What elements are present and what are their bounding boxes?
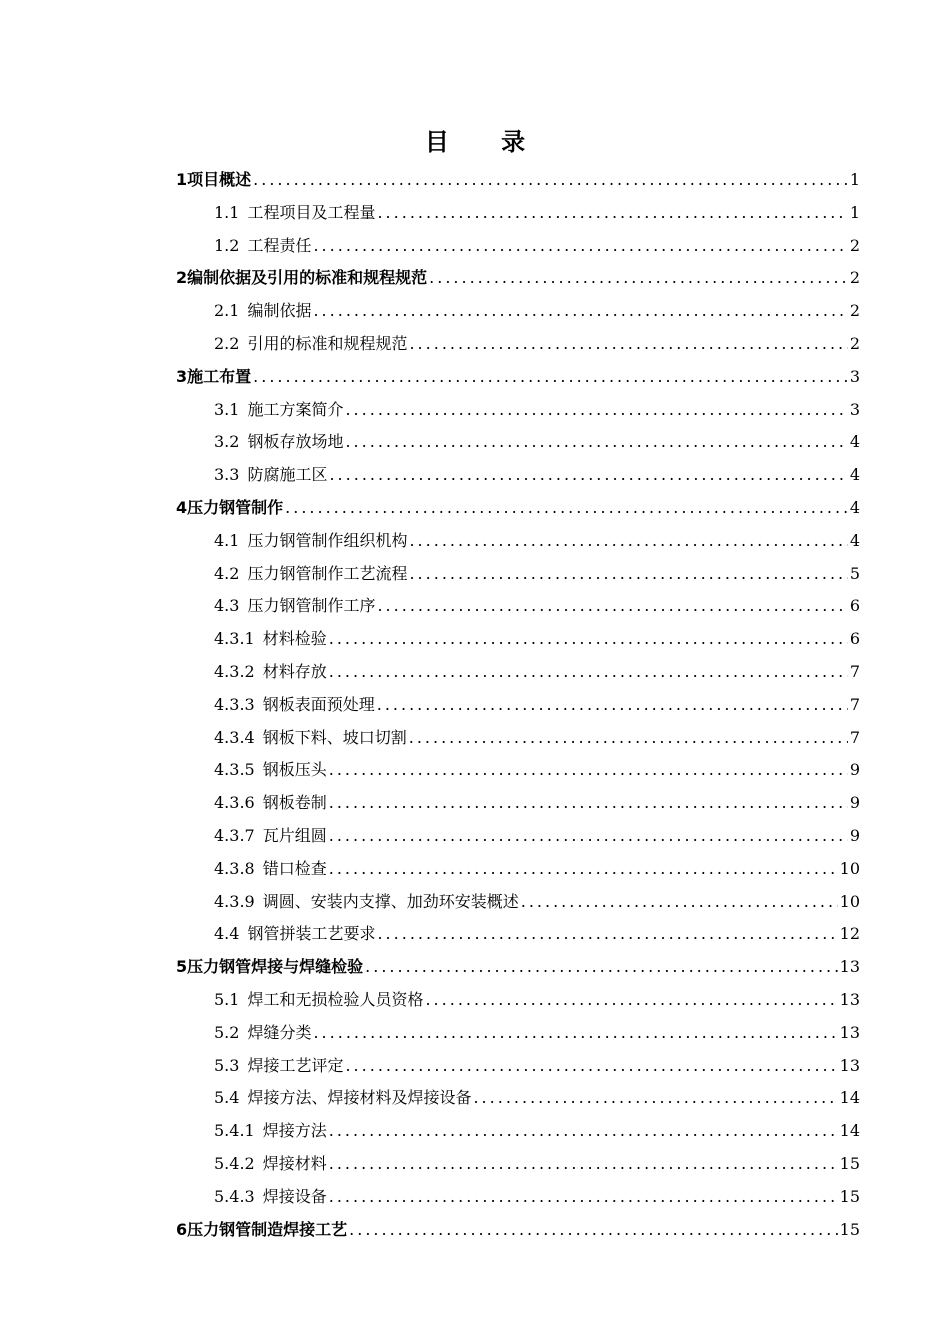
toc-entry[interactable] bbox=[176, 459, 860, 492]
toc-entry-page: 13 bbox=[839, 957, 860, 977]
toc-dot-leader bbox=[345, 1050, 837, 1083]
toc-entry-page: 4 bbox=[849, 497, 860, 517]
toc-entry[interactable] bbox=[176, 590, 860, 623]
toc-entry-number: 5.1 bbox=[214, 989, 240, 1009]
toc-entry-page: 6 bbox=[849, 596, 860, 616]
toc-entry-page: 7 bbox=[849, 727, 860, 747]
toc-entry-page: 15 bbox=[839, 1153, 860, 1173]
toc-entry-title: 焊缝分类 bbox=[247, 1022, 312, 1042]
toc-entry-number: 5.4.1 bbox=[214, 1121, 255, 1141]
toc-entry[interactable] bbox=[176, 295, 860, 328]
toc-entry-number: 5.4.3 bbox=[214, 1186, 255, 1206]
toc-dot-leader bbox=[329, 787, 848, 820]
toc-entry-page: 12 bbox=[839, 924, 860, 944]
toc-entry[interactable] bbox=[176, 754, 860, 787]
toc-dot-leader bbox=[429, 262, 848, 295]
toc-entry-title: 压力钢管制造焊接工艺 bbox=[187, 1219, 348, 1239]
toc-entry-title: 焊接工艺评定 bbox=[247, 1055, 344, 1075]
toc-entry-page: 1 bbox=[849, 170, 860, 189]
toc-title: 目 录 bbox=[424, 128, 548, 156]
toc-entry-number: 4.3.3 bbox=[214, 694, 255, 714]
toc-dot-leader bbox=[253, 164, 848, 197]
toc-entry-title: 钢管拼装工艺要求 bbox=[247, 924, 376, 944]
toc-entry[interactable] bbox=[176, 623, 860, 656]
toc-entry-page: 5 bbox=[849, 563, 860, 583]
toc-entry[interactable] bbox=[176, 230, 860, 263]
toc-entry-title: 压力钢管制作组织机构 bbox=[247, 530, 408, 550]
toc-entry[interactable] bbox=[176, 558, 860, 591]
toc-entry[interactable] bbox=[176, 820, 860, 853]
toc-dot-leader bbox=[329, 623, 848, 656]
toc-dot-leader bbox=[409, 558, 847, 591]
toc-dot-leader bbox=[329, 656, 848, 689]
table-of-contents bbox=[176, 164, 860, 1246]
toc-entry-number: 1.2 bbox=[214, 235, 240, 255]
toc-dot-leader bbox=[409, 525, 847, 558]
toc-entry-number: 5.2 bbox=[214, 1022, 240, 1042]
toc-entry-page: 2 bbox=[849, 333, 860, 353]
toc-entry-number: 2 bbox=[176, 268, 188, 288]
toc-entry[interactable] bbox=[176, 1082, 860, 1115]
toc-entry-number: 4 bbox=[176, 497, 188, 517]
toc-entry[interactable] bbox=[176, 1115, 860, 1148]
toc-entry-title: 焊接材料 bbox=[262, 1153, 327, 1173]
toc-entry[interactable] bbox=[176, 1148, 860, 1181]
toc-dot-leader bbox=[377, 590, 847, 623]
toc-entry-page: 9 bbox=[849, 825, 860, 845]
toc-entry[interactable] bbox=[176, 1181, 860, 1214]
toc-dot-leader bbox=[285, 492, 848, 525]
toc-entry-title: 压力钢管焊接与焊缝检验 bbox=[187, 957, 364, 977]
toc-entry-title: 焊接方法、焊接材料及焊接设备 bbox=[247, 1088, 472, 1108]
toc-dot-leader bbox=[329, 459, 847, 492]
toc-entry-number: 4.3.5 bbox=[214, 760, 255, 780]
toc-entry[interactable] bbox=[176, 525, 860, 558]
toc-entry-page: 2 bbox=[849, 301, 860, 321]
toc-entry-number: 5.3 bbox=[214, 1055, 240, 1075]
toc-dot-leader bbox=[253, 361, 848, 394]
toc-entry[interactable] bbox=[176, 1017, 860, 1050]
toc-entry-number: 4.3.8 bbox=[214, 858, 255, 878]
toc-dot-leader bbox=[377, 689, 848, 722]
toc-entry-number: 4.3.4 bbox=[214, 727, 255, 747]
toc-entry-title: 压力钢管制作工艺流程 bbox=[247, 563, 408, 583]
toc-entry-page: 15 bbox=[839, 1186, 860, 1206]
toc-dot-leader bbox=[329, 1148, 838, 1181]
toc-entry[interactable] bbox=[176, 328, 860, 361]
toc-entry-page: 14 bbox=[839, 1088, 860, 1108]
toc-entry-title: 焊工和无损检验人员资格 bbox=[247, 989, 424, 1009]
toc-entry-title: 调圆、安装内支撑、加劲环安装概述 bbox=[262, 891, 519, 911]
toc-entry-title: 材料检验 bbox=[262, 629, 327, 649]
toc-entry-number: 4.3.6 bbox=[214, 793, 255, 813]
toc-dot-leader bbox=[313, 230, 847, 263]
toc-entry-page: 4 bbox=[849, 432, 860, 452]
toc-entry-page: 3 bbox=[849, 366, 860, 386]
toc-entry-page: 10 bbox=[839, 891, 860, 911]
toc-dot-leader bbox=[329, 1115, 838, 1148]
toc-entry-number: 3.3 bbox=[214, 465, 240, 485]
toc-entry-title: 防腐施工区 bbox=[247, 465, 328, 485]
toc-entry-number: 5.4 bbox=[214, 1088, 240, 1108]
toc-entry-title: 焊接方法 bbox=[262, 1121, 327, 1141]
toc-entry-page: 3 bbox=[849, 399, 860, 419]
toc-entry-title: 钢板下料、坡口切割 bbox=[262, 727, 407, 747]
toc-entry[interactable] bbox=[176, 394, 860, 427]
toc-entry[interactable] bbox=[176, 689, 860, 722]
toc-entry-page: 2 bbox=[849, 235, 860, 255]
toc-entry[interactable] bbox=[176, 918, 860, 951]
toc-dot-leader bbox=[329, 820, 848, 853]
toc-dot-leader bbox=[425, 984, 837, 1017]
toc-entry[interactable] bbox=[176, 656, 860, 689]
toc-dot-leader bbox=[349, 1214, 837, 1247]
toc-dot-leader bbox=[409, 722, 848, 755]
toc-entry[interactable] bbox=[176, 787, 860, 820]
toc-entry-page: 6 bbox=[849, 629, 860, 649]
toc-entry[interactable] bbox=[176, 361, 860, 394]
toc-entry-number: 4.3.1 bbox=[214, 629, 255, 649]
toc-entry-title: 引用的标准和规程规范 bbox=[247, 333, 408, 353]
toc-dot-leader bbox=[521, 886, 838, 919]
toc-dot-leader bbox=[329, 1181, 838, 1214]
toc-entry[interactable] bbox=[176, 164, 860, 197]
toc-entry-title: 施工方案简介 bbox=[247, 399, 344, 419]
toc-entry[interactable] bbox=[176, 1214, 860, 1247]
toc-dot-leader bbox=[377, 918, 837, 951]
toc-entry-title: 项目概述 bbox=[187, 170, 252, 189]
toc-entry-number: 3.1 bbox=[214, 399, 240, 419]
toc-entry-title: 钢板卷制 bbox=[262, 793, 327, 813]
toc-entry-title: 钢板压头 bbox=[262, 760, 327, 780]
toc-entry-page: 7 bbox=[849, 694, 860, 714]
toc-entry-title: 瓦片组圆 bbox=[262, 825, 327, 845]
toc-dot-leader bbox=[329, 754, 848, 787]
toc-dot-leader bbox=[409, 328, 847, 361]
toc-entry-title: 编制依据及引用的标准和规程规范 bbox=[187, 268, 428, 288]
toc-entry-number: 4.3.9 bbox=[214, 891, 255, 911]
toc-entry-title: 编制依据 bbox=[247, 301, 312, 321]
toc-entry-title: 钢板存放场地 bbox=[247, 432, 344, 452]
toc-dot-leader bbox=[313, 1017, 837, 1050]
toc-entry-number: 6 bbox=[176, 1219, 188, 1239]
toc-entry-page: 4 bbox=[849, 530, 860, 550]
toc-entry-number: 5 bbox=[176, 957, 188, 977]
toc-entry-page: 13 bbox=[839, 989, 860, 1009]
toc-entry-number: 1.1 bbox=[214, 202, 240, 222]
toc-entry-number: 4.4 bbox=[214, 924, 240, 944]
toc-entry-number: 2.1 bbox=[214, 301, 240, 321]
toc-entry[interactable] bbox=[176, 951, 860, 984]
toc-entry-page: 2 bbox=[849, 268, 860, 288]
toc-entry-page: 9 bbox=[849, 793, 860, 813]
toc-entry[interactable] bbox=[176, 853, 860, 886]
toc-dot-leader bbox=[365, 951, 837, 984]
toc-entry[interactable] bbox=[176, 1050, 860, 1083]
toc-entry[interactable] bbox=[176, 886, 860, 919]
toc-entry[interactable] bbox=[176, 426, 860, 459]
toc-entry-number: 4.3 bbox=[214, 596, 240, 616]
toc-entry-title: 压力钢管制作工序 bbox=[247, 596, 376, 616]
toc-dot-leader bbox=[473, 1082, 837, 1115]
toc-entry-number: 4.1 bbox=[214, 530, 240, 550]
toc-entry-number: 5.4.2 bbox=[214, 1153, 255, 1173]
toc-entry-page: 13 bbox=[839, 1055, 860, 1075]
toc-dot-leader bbox=[345, 394, 847, 427]
toc-entry-page: 4 bbox=[849, 465, 860, 485]
toc-entry-page: 14 bbox=[839, 1121, 860, 1141]
toc-entry-page: 15 bbox=[839, 1219, 860, 1239]
toc-entry-title: 焊接设备 bbox=[262, 1186, 327, 1206]
toc-entry[interactable] bbox=[176, 492, 860, 525]
toc-entry-page: 7 bbox=[849, 661, 860, 681]
toc-entry-title: 压力钢管制作 bbox=[187, 497, 284, 517]
toc-entry-number: 1 bbox=[176, 170, 188, 189]
toc-entry-title: 工程项目及工程量 bbox=[247, 202, 376, 222]
toc-entry-number: 4.3.7 bbox=[214, 825, 255, 845]
toc-entry[interactable] bbox=[176, 197, 860, 230]
toc-entry-title: 工程责任 bbox=[247, 235, 312, 255]
toc-entry[interactable] bbox=[176, 262, 860, 295]
toc-dot-leader bbox=[313, 295, 847, 328]
toc-entry[interactable] bbox=[176, 722, 860, 755]
toc-entry-page: 9 bbox=[849, 760, 860, 780]
toc-dot-leader bbox=[329, 853, 838, 886]
toc-dot-leader bbox=[345, 426, 847, 459]
toc-entry-title: 错口检查 bbox=[262, 858, 327, 878]
toc-entry-title: 材料存放 bbox=[262, 661, 327, 681]
toc-dot-leader bbox=[377, 197, 847, 230]
toc-entry[interactable] bbox=[176, 984, 860, 1017]
toc-entry-title: 钢板表面预处理 bbox=[262, 694, 375, 714]
toc-entry-number: 2.2 bbox=[214, 333, 240, 353]
toc-entry-number: 3 bbox=[176, 366, 188, 386]
toc-entry-page: 10 bbox=[839, 858, 860, 878]
toc-entry-page: 1 bbox=[849, 202, 860, 222]
toc-entry-number: 4.3.2 bbox=[214, 661, 255, 681]
toc-entry-page: 13 bbox=[839, 1022, 860, 1042]
toc-entry-number: 3.2 bbox=[214, 432, 240, 452]
toc-entry-title: 施工布置 bbox=[187, 366, 252, 386]
toc-entry-number: 4.2 bbox=[214, 563, 240, 583]
